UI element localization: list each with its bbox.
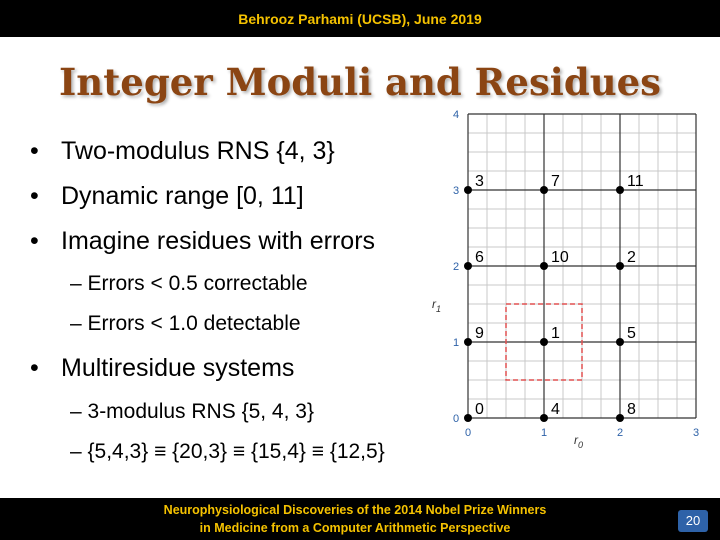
residue-point-label: 3 (475, 173, 484, 190)
residue-point-label: 0 (475, 401, 484, 418)
bullet-glyph: • (30, 182, 39, 210)
x-tick-label: 3 (692, 427, 700, 439)
residue-point (616, 186, 624, 194)
footer-line-2: in Medicine from a Computer Arithmetic Perspective (199, 521, 511, 535)
residue-point-label: 11 (627, 173, 644, 190)
sub-bullet-item: – Errors < 1.0 detectable (70, 312, 301, 335)
residue-point-label: 8 (627, 401, 636, 418)
residue-point (464, 262, 472, 270)
bullet-text: Imagine residues with errors (61, 227, 376, 255)
residue-point (616, 338, 624, 346)
sub-bullet-item: – {5,4,3} ≡ {20,3} ≡ {15,4} ≡ {12,5} (70, 440, 385, 463)
y-axis-label: $r_1$ (432, 297, 442, 314)
residue-point-label: 2 (627, 249, 636, 266)
sub-bullet-item: – 3-modulus RNS {5, 4, 3} (70, 400, 314, 423)
residue-point-label: 7 (551, 173, 560, 190)
residue-point-label: 4 (551, 401, 560, 418)
slide-title: Integer Moduli and Residues (59, 60, 661, 104)
page-number: 20 (678, 510, 708, 532)
residue-point (540, 338, 548, 346)
residue-point-label: 6 (475, 249, 484, 266)
bullet-text: Dynamic range [0, 11] (61, 182, 304, 210)
y-tick-label: 1 (452, 337, 460, 349)
residue-point-label: 1 (551, 325, 560, 342)
y-tick-label: 2 (452, 261, 460, 273)
bullet-glyph: • (30, 354, 39, 382)
bullet-text: Two-modulus RNS {4, 3} (61, 137, 335, 165)
residue-point (616, 414, 624, 422)
author-line: Behrooz Parhami (UCSB), June 2019 (238, 11, 482, 27)
y-tick-label: 0 (452, 413, 460, 425)
residue-point (540, 414, 548, 422)
residue-point (540, 186, 548, 194)
y-tick-label: 4 (452, 109, 460, 121)
residue-point (616, 262, 624, 270)
residue-point-label: 10 (551, 249, 569, 266)
bullet-glyph: • (30, 227, 39, 255)
residue-point-label: 9 (475, 325, 484, 342)
y-tick-label: 3 (452, 185, 460, 197)
footer-text (0, 498, 710, 537)
residue-point (464, 414, 472, 422)
sub-bullet-item: – Errors < 0.5 correctable (70, 272, 308, 295)
residue-point (464, 338, 472, 346)
residue-point-label: 5 (627, 325, 636, 342)
footer-line-1: Neurophysiological Discoveries of the 2014 Nobel Prize Winners (163, 503, 547, 517)
x-tick-label: 1 (540, 427, 548, 439)
residue-point (464, 186, 472, 194)
bullet-glyph: • (30, 137, 39, 165)
x-tick-label: 2 (616, 427, 624, 439)
footer-bar (0, 498, 720, 540)
residue-point (540, 262, 548, 270)
x-tick-label: 0 (464, 427, 472, 439)
bullet-text: Multiresidue systems (61, 354, 295, 382)
x-axis-label: $r_0$ (574, 433, 584, 450)
